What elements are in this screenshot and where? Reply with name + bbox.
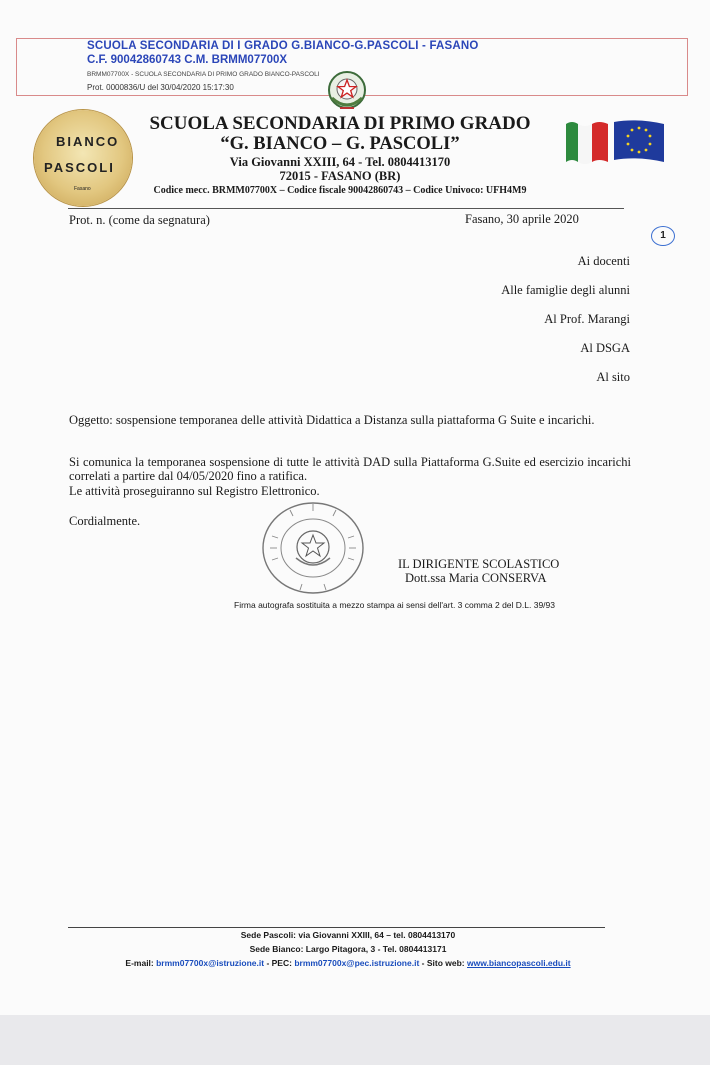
body-paragraph-1: Si comunica la temporanea sospensione di tutte le attività DAD sulla Piattaforma G.Suite ed esercizio incarichi correlati a partire dal 04/05/2020 fino a ratifica. (69, 455, 631, 483)
school-logo (34, 110, 132, 206)
stamp-line-desc: BRMM07700X - SCUOLA SECONDARIA DI PRIMO GRADO BIANCO-PASCOLI (87, 71, 320, 78)
website-link[interactable]: www.biancopascoli.edu.it (467, 958, 571, 968)
stamp-line-codes: C.F. 90042860743 C.M. BRMM07700X (87, 54, 288, 66)
stamp-line-protocol: Prot. 0000836/U del 30/04/2020 15:17:30 (87, 83, 234, 92)
page-number-badge: 1 (651, 226, 675, 246)
letter-date: Fasano, 30 aprile 2020 (465, 212, 579, 226)
logo-text-bianco: BIANCO (56, 134, 120, 149)
pec-label: - PEC: (264, 958, 295, 968)
stamp-line-school: SCUOLA SECONDARIA DI I GRADO G.BIANCO-G.PASCOLI - FASANO (87, 40, 479, 52)
recipient-docenti: Ai docenti (577, 254, 630, 268)
flags-icon (562, 118, 668, 166)
school-seal-icon (260, 500, 366, 596)
recipient-sito: Al sito (596, 370, 630, 384)
pec-link[interactable]: brmm07700x@pec.istruzione.it (294, 958, 420, 968)
letter-subject: Oggetto: sospensione temporanea delle attività Didattica a Distanza sulla piattaforma G Suite e incarichi. (69, 413, 595, 427)
closing-greeting: Cordialmente. (69, 514, 141, 528)
email-link[interactable]: brmm07700x@istruzione.it (156, 958, 265, 968)
school-name-heading: “G. BIANCO – G. PASCOLI” (220, 134, 460, 154)
logo-text-place: Fasano (74, 186, 91, 192)
logo-text-pascoli: PASCOLI (44, 160, 115, 175)
protocol-reference: Prot. n. (come da segnatura) (69, 213, 210, 227)
header-divider (68, 208, 624, 209)
footer-sede-bianco: Sede Bianco: Largo Pitagora, 3 - Tel. 0804413171 (249, 944, 447, 954)
school-codes: Codice mecc. BRMM07700X – Codice fiscale 90042860743 – Codice Univoco: UFH4M9 (153, 185, 527, 196)
footer-contacts (68, 958, 628, 968)
email-label: E-mail: (125, 958, 157, 968)
italian-emblem-icon (326, 68, 368, 114)
footer-sede-pascoli: Sede Pascoli: via Giovanni XXIII, 64 – tel. 0804413170 (240, 930, 456, 940)
recipient-famiglie: Alle famiglie degli alunni (501, 283, 630, 297)
school-type-heading: SCUOLA SECONDARIA DI PRIMO GRADO (149, 113, 531, 134)
school-address: Via Giovanni XXIII, 64 - Tel. 0804413170 (229, 155, 451, 169)
recipient-dsga: Al DSGA (580, 341, 630, 355)
web-label: - Sito web: (419, 958, 467, 968)
recipient-prof: Al Prof. Marangi (544, 312, 630, 326)
signature-note: Firma autografa sostituita a mezzo stampa ai sensi dell'art. 3 comma 2 del D.L. 39/93 (234, 600, 555, 610)
body-paragraph-2: Le attività proseguiranno sul Registro Elettronico. (69, 484, 320, 498)
school-city: 72015 - FASANO (BR) (279, 169, 401, 183)
signatory-name: Dott.ssa Maria CONSERVA (405, 571, 547, 585)
signatory-title: IL DIRIGENTE SCOLASTICO (398, 557, 560, 571)
footer-divider (68, 927, 605, 928)
